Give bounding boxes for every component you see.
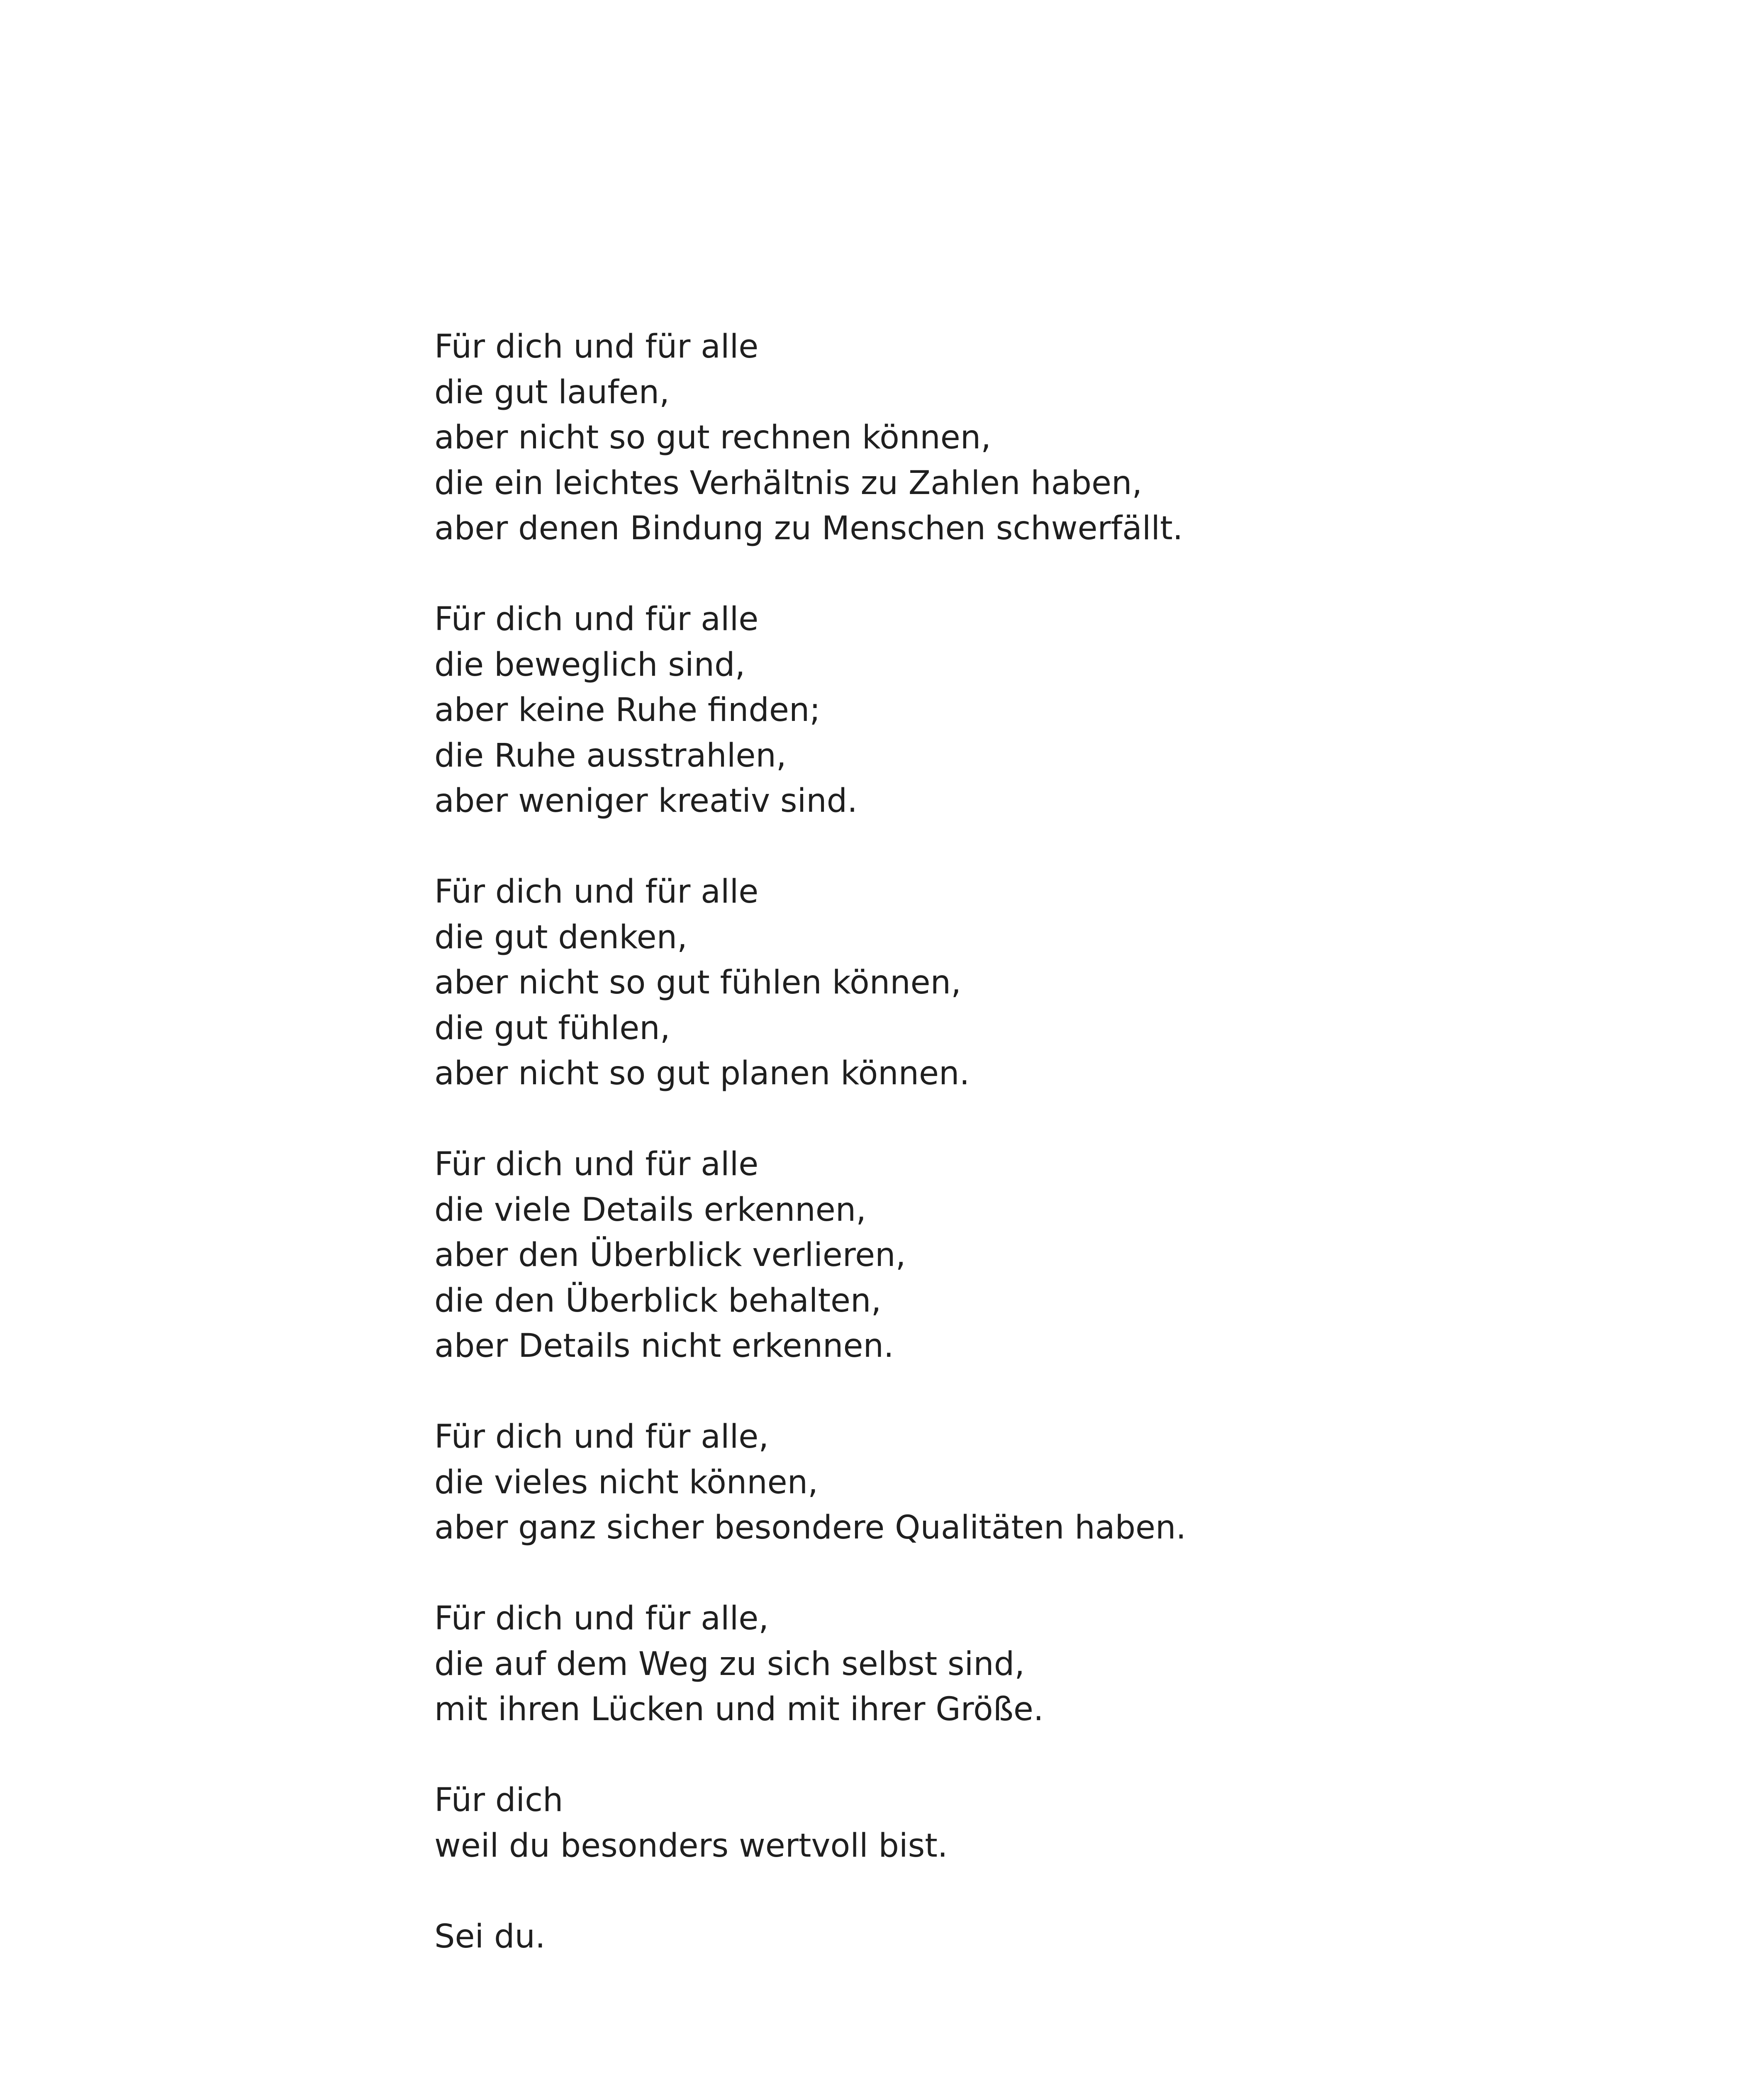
stanza-8 bbox=[434, 1914, 1679, 1960]
poem-line: aber nicht so gut planen können. bbox=[434, 1055, 970, 1092]
stanza-5 bbox=[434, 1414, 1679, 1551]
poem-line: die gut laufen, bbox=[434, 373, 670, 411]
poem bbox=[434, 324, 1679, 1960]
poem-line: aber keine Ruhe finden; bbox=[434, 691, 821, 729]
poem-line: aber denen Bindung zu Menschen schwerfällt. bbox=[434, 510, 1183, 547]
poem-line: die beweglich sind, bbox=[434, 646, 746, 684]
poem-line: die vieles nicht können, bbox=[434, 1463, 818, 1501]
stanza-2 bbox=[434, 597, 1679, 824]
poem-line: die auf dem Weg zu sich selbst sind, bbox=[434, 1645, 1025, 1683]
poem-line: Für dich und für alle bbox=[434, 328, 759, 365]
poem-line: die den Überblick behalten, bbox=[434, 1282, 882, 1319]
stanza-1 bbox=[434, 324, 1679, 552]
poem-line: Für dich bbox=[434, 1782, 563, 1819]
poem-line: die ein leichtes Verhältnis zu Zahlen haben, bbox=[434, 464, 1143, 502]
poem-line: weil du besonders wertvoll bist. bbox=[434, 1827, 948, 1865]
poem-line: die viele Details erkennen, bbox=[434, 1191, 866, 1229]
stanza-3 bbox=[434, 869, 1679, 1097]
poem-line: Für dich und für alle bbox=[434, 873, 759, 910]
stanza-4 bbox=[434, 1142, 1679, 1369]
poem-line: aber nicht so gut rechnen können, bbox=[434, 419, 991, 456]
poem-line: die gut fühlen, bbox=[434, 1009, 670, 1047]
poem-line: aber Details nicht erkennen. bbox=[434, 1327, 894, 1365]
poem-line: Sei du. bbox=[434, 1918, 546, 1955]
poem-line: die Ruhe ausstrahlen, bbox=[434, 737, 787, 774]
poem-line: aber den Überblick verlieren, bbox=[434, 1237, 906, 1274]
poem-line: aber weniger kreativ sind. bbox=[434, 782, 858, 820]
poem-line: aber nicht so gut fühlen können, bbox=[434, 964, 961, 1001]
poem-line: mit ihren Lücken und mit ihrer Größe. bbox=[434, 1691, 1044, 1728]
poem-line: Für dich und für alle bbox=[434, 601, 759, 638]
poem-line: Für dich und für alle bbox=[434, 1146, 759, 1183]
stanza-6 bbox=[434, 1596, 1679, 1733]
poem-line: Für dich und für alle, bbox=[434, 1600, 769, 1637]
poem-line: aber ganz sicher besondere Qualitäten haben. bbox=[434, 1509, 1187, 1546]
stanza-7 bbox=[434, 1778, 1679, 1869]
poem-line: die gut denken, bbox=[434, 918, 687, 956]
poem-line: Für dich und für alle, bbox=[434, 1418, 769, 1456]
